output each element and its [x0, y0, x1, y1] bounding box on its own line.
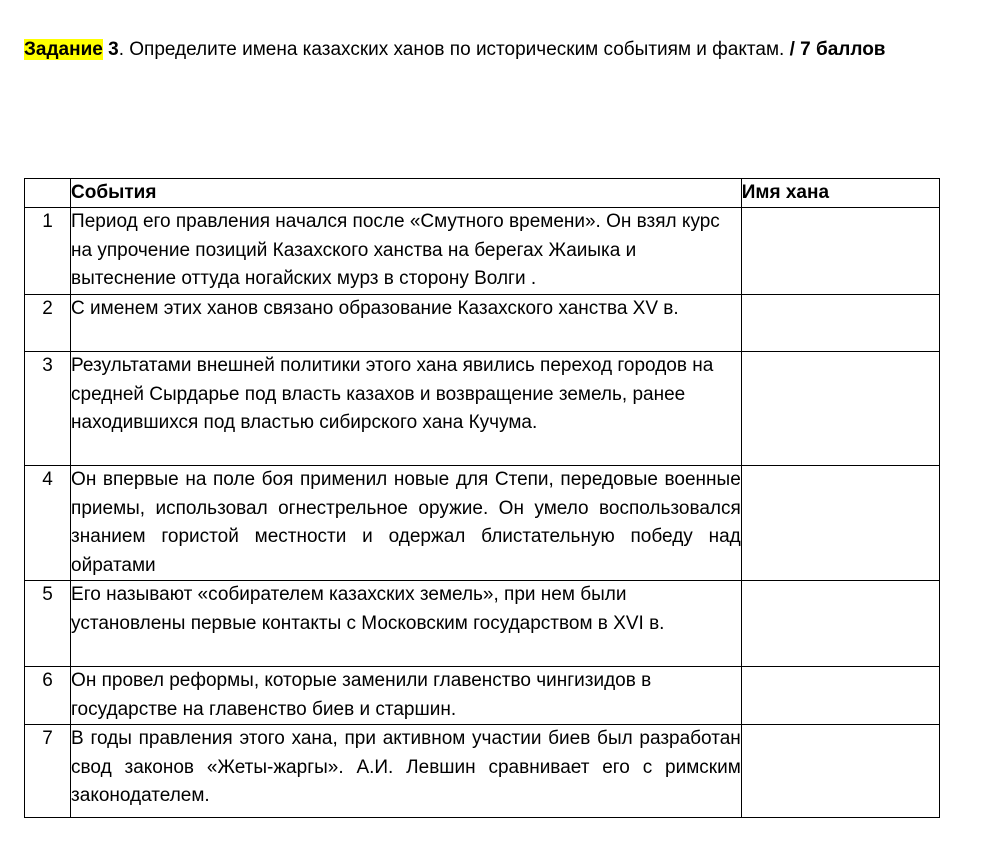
task-heading [24, 36, 954, 64]
header-events: События [71, 179, 742, 208]
table-row [25, 581, 940, 667]
table-header-row [25, 179, 940, 208]
task-points: / 7 баллов [789, 39, 886, 60]
row-khan-answer[interactable] [741, 295, 939, 352]
row-event: Результатами внешней политики этого хана явились переход городов на средней Сырдарье под власть казахов и возвращение земель, ранее находившихся под властью сибирского хана Кучума. [71, 352, 742, 466]
task-label: Задание [24, 39, 103, 60]
table-row [25, 466, 940, 581]
task-number: 3 [102, 39, 119, 60]
row-event: Период его правления начался после «Смутного времени». Он взял курс на упрочение позиций Казахского ханства на берегах Жаиыка и вытеснение оттуда ногайских мурз в сторону Волги . [71, 208, 742, 295]
row-event: Он впервые на поле боя применил новые для Степи, передовые военные приемы, использовал огнестрельное оружие. Он умело воспользовался знанием гористой местности и одержал блистательную победу над ойратами [71, 466, 742, 581]
header-khan-name: Имя хана [741, 179, 939, 208]
row-khan-answer[interactable] [741, 581, 939, 667]
khans-table [24, 178, 940, 818]
row-number: 5 [25, 581, 71, 667]
row-number: 3 [25, 352, 71, 466]
task-text: . Определите имена казахских ханов по историческим событиям и фактам. [118, 39, 790, 60]
table-row [25, 352, 940, 466]
table-row [25, 725, 940, 818]
row-event: Он провел реформы, которые заменили главенство чингизидов в государстве на главенство биев и старшин. [71, 667, 742, 725]
row-event: Его называют «собирателем казахских земель», при нем были установлены первые контакты с Московским государством в XVI в. [71, 581, 742, 667]
table-row [25, 208, 940, 295]
row-khan-answer[interactable] [741, 667, 939, 725]
row-event: С именем этих ханов связано образование Казахского ханства XV в. [71, 295, 742, 352]
row-khan-answer[interactable] [741, 725, 939, 818]
table-row [25, 295, 940, 352]
header-number [25, 179, 71, 208]
row-khan-answer[interactable] [741, 466, 939, 581]
row-number: 1 [25, 208, 71, 295]
table-row [25, 667, 940, 725]
row-number: 7 [25, 725, 71, 818]
row-khan-answer[interactable] [741, 352, 939, 466]
row-number: 2 [25, 295, 71, 352]
row-number: 6 [25, 667, 71, 725]
row-number: 4 [25, 466, 71, 581]
row-khan-answer[interactable] [741, 208, 939, 295]
row-event: В годы правления этого хана, при активном участии биев был разработан свод законов «Жеты-жаргы». А.И. Левшин сравнивает его с римским законодателем. [71, 725, 742, 818]
